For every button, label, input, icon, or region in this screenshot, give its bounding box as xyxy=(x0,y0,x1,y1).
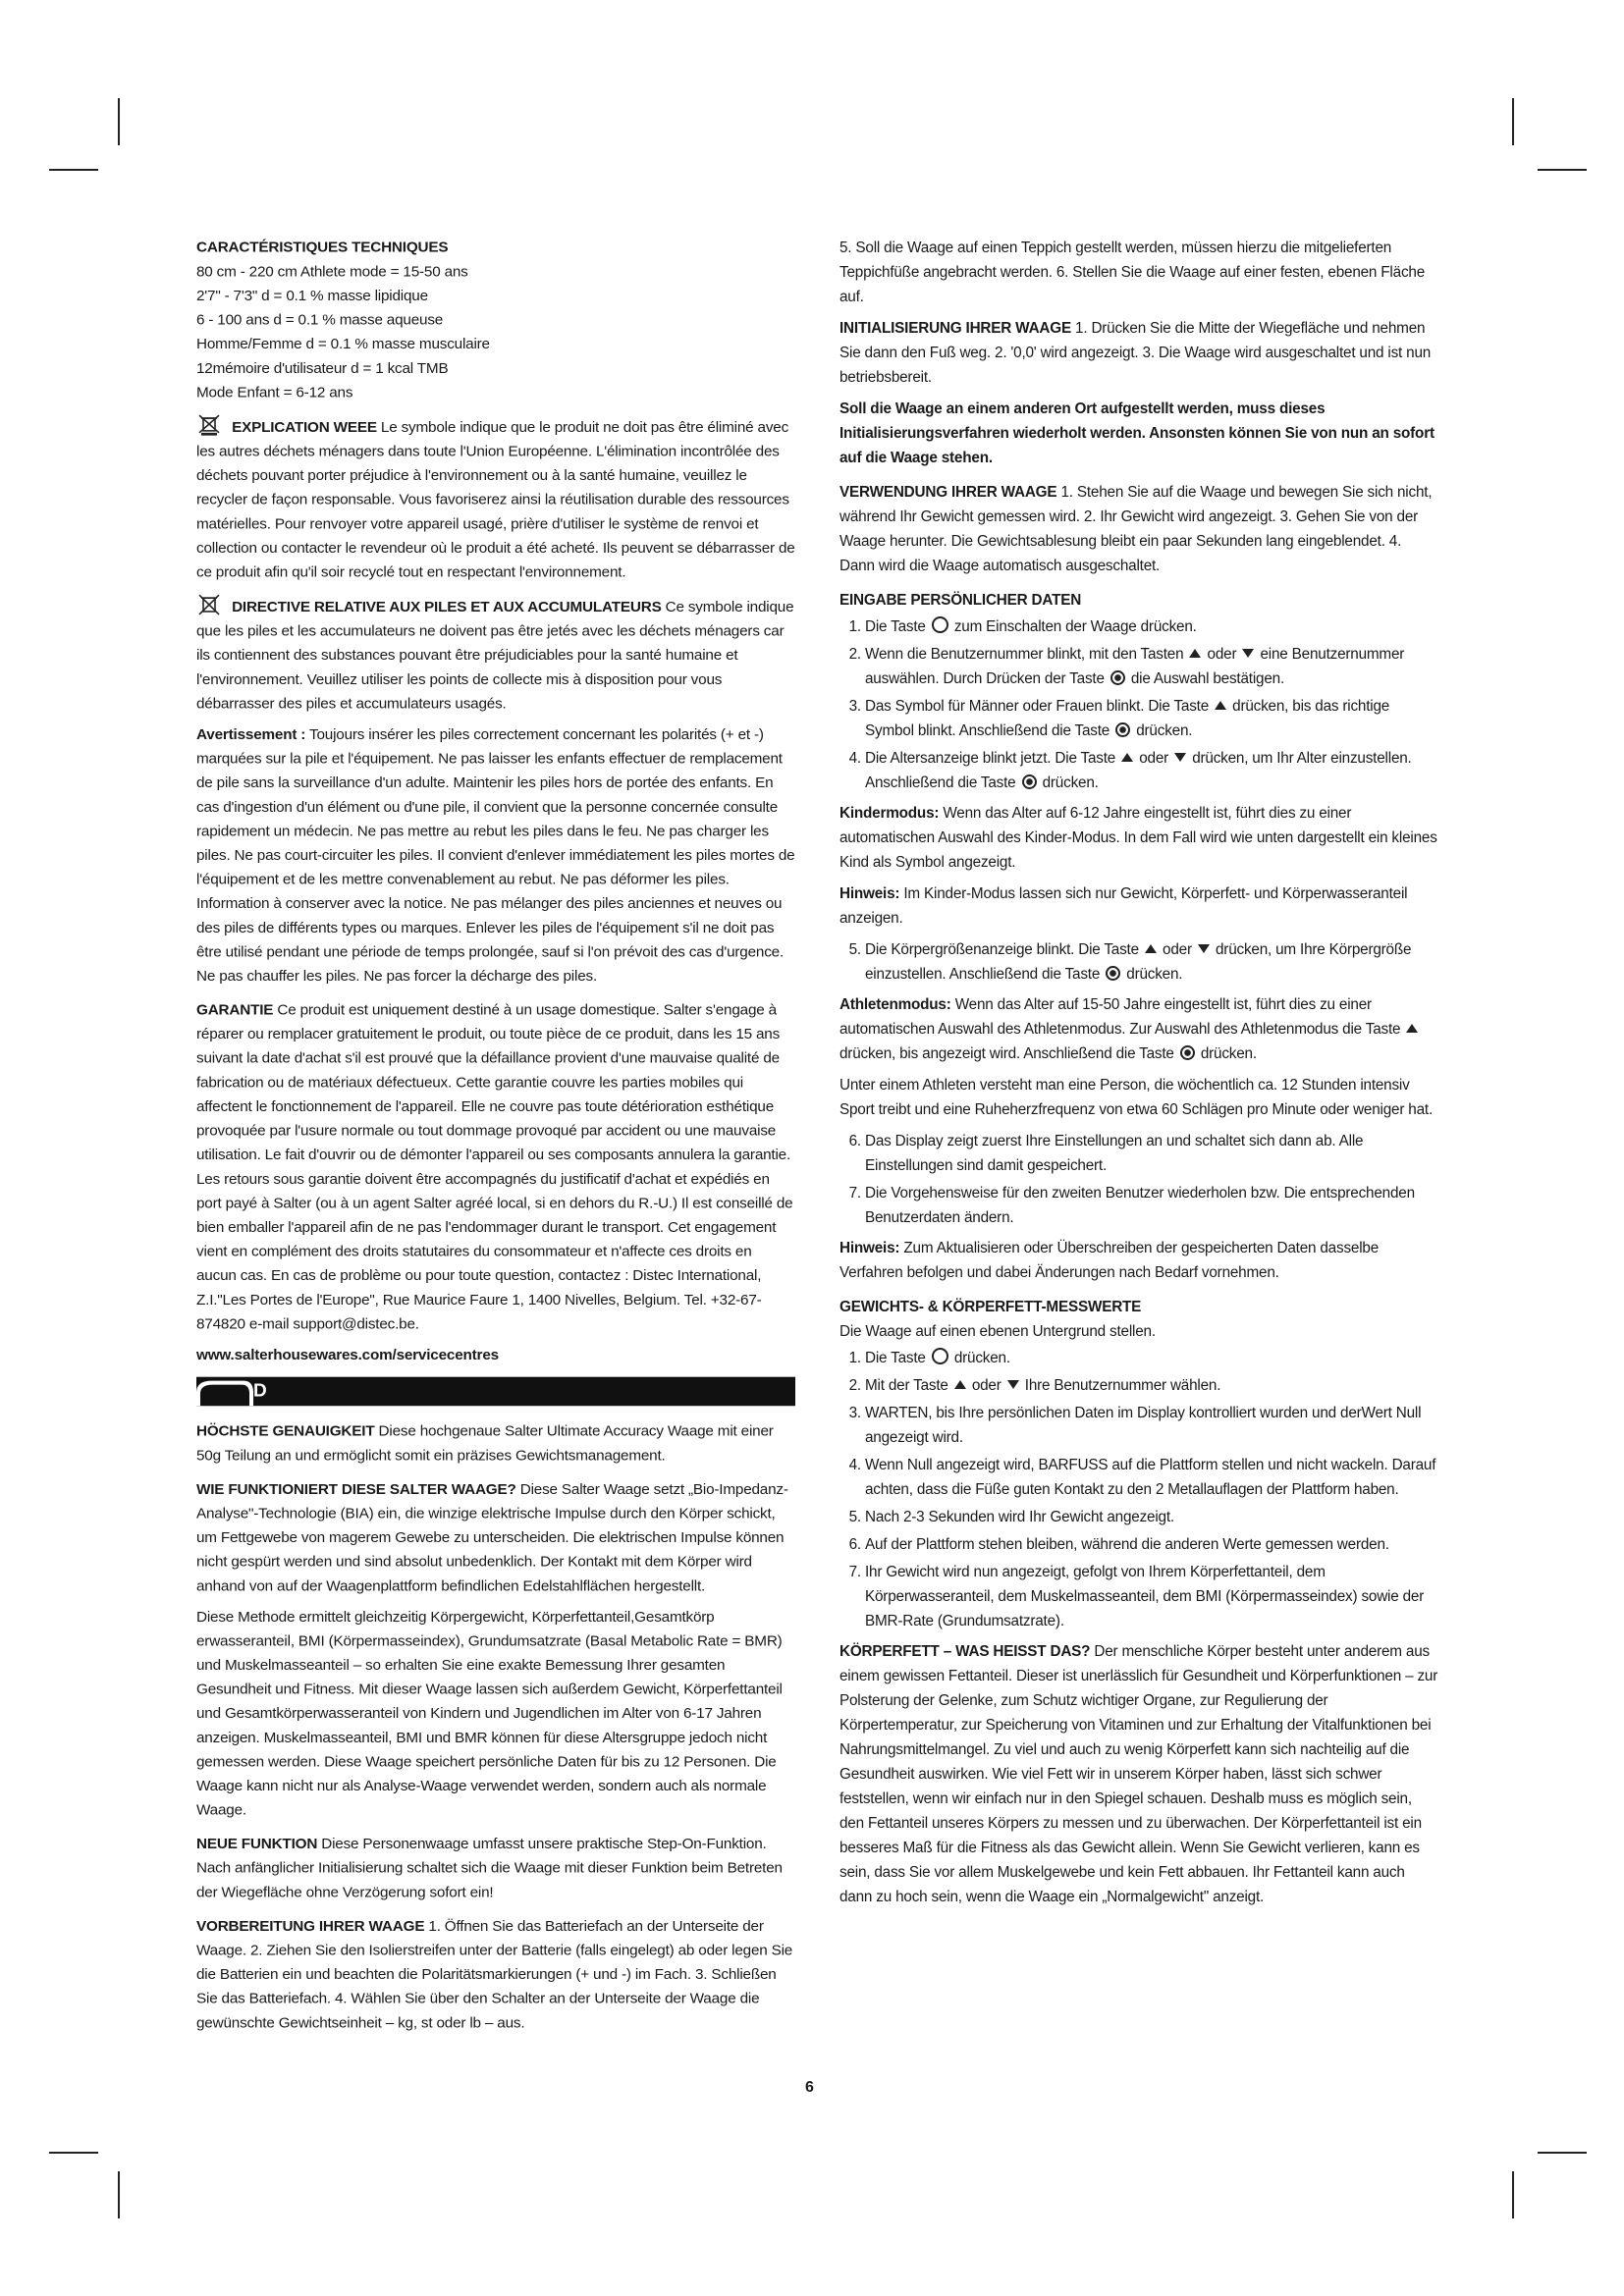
list-item: 3. WARTEN, bis Ihre persönlichen Daten im Display kontrolliert wurden und derWert Null angezeigt wird. xyxy=(865,1401,1438,1450)
use-heading: VERWENDUNG IHRER WAAGE xyxy=(839,484,1057,501)
up-arrow-icon xyxy=(1189,649,1201,658)
init-section xyxy=(839,316,1438,390)
list-item xyxy=(865,614,1438,639)
athlete-definition: Unter einem Athleten versteht man eine Person, die wöchentlich ca. 12 Stunden intensiv Sport treibt und eine Ruheherzfrequenz von etwa 60 Schlägen pro Minute oder weniger hat. xyxy=(839,1077,1434,1118)
step-text: Die Taste xyxy=(865,618,926,635)
step-text: Wenn die Benutzernummer blinkt, mit den Tasten xyxy=(865,646,1184,663)
language-bar-german xyxy=(196,1377,795,1407)
step-text: eine Benutzernummer auswählen. Durch Drücken der Taste xyxy=(865,646,1405,687)
up-arrow-icon xyxy=(954,1380,966,1389)
step-text: oder xyxy=(1139,750,1169,767)
warning-section xyxy=(196,722,795,988)
set-button-icon xyxy=(1110,670,1125,685)
new-feature-section xyxy=(196,1832,795,1904)
crop-mark xyxy=(1538,169,1587,171)
note-label: Hinweis: xyxy=(839,885,900,902)
weight-heading: GEWICHTS- & KÖRPERFETT-MESSWERTE xyxy=(839,1299,1142,1315)
kids-text: Wenn das Alter auf 6-12 Jahre eingestellt ist, führt dies zu einer automatischen Auswahl des Kinder-Modus. In dem Fall wird wie unten dargestellt ein kleines Kind als Symbol angezeigt. xyxy=(839,805,1437,871)
up-arrow-icon xyxy=(1145,944,1157,953)
warranty-text: Ce produit est uniquement destiné à un usage domestique. Salter s'engage à réparer ou remplacer gratuitement le produit, ou toute pièce de ce produit, dans les 15 ans suivant la date d'achat s'il est prouvé que la défaillance provient d'une mauvaise qualité de fabrication ou de matériaux défectueux. Cette garantie couvre les parties mobiles qui affectent le fonctionnement de l'appareil. Elle ne couvre pas toute détérioration esthétique provoquée par l'usure normale ou tout dommage provoqué par accident ou une mauvaise utilisation. Le fait d'ouvrir ou de démonter l'appareil ou ses composants annulera la garantie. Les retours sous garantie doivent être accompagnés du justificatif d'achat et expédiés en port payé à Salter (ou à un agent Salter agréé local, si en dehors du R.-U.) Il est conseillé de bien emballer l'appareil afin de ne pas l'endommager durant le transport. Cet engagement vient en complément des droits statutaires du consommateur et n'affecte ces droits en aucun cas. En cas de problème ou pour toute question, contactez : Distec International, Z.I."Les Portes de l'Europe", Rue Maurice Faure 1, 1400 Nivelles, Belgium. Tel. +32-67-874820 e-mail support@distec.be. xyxy=(196,1001,793,1333)
prep-section xyxy=(196,1914,795,2035)
prep-text-2: 5. Soll die Waage auf einen Teppich gestellt werden, müssen hierzu die mitgelieferten Teppichfüße angebracht werden. 6. Stellen Sie die Waage auf einer festen, ebenen Fläche auf. xyxy=(839,240,1426,305)
init-bold-note: Soll die Waage an einem anderen Ort aufgestellt werden, muss dieses Initialisierungsverfahren wiederholt werden. Ansonsten können Sie von nun an sofort auf die Waage stehen. xyxy=(839,400,1435,466)
step-text: oder xyxy=(1207,646,1237,663)
crop-mark xyxy=(49,2152,98,2154)
accuracy-section xyxy=(196,1419,795,1468)
list-item xyxy=(865,1373,1438,1398)
weee-heading: EXPLICATION WEEE xyxy=(232,419,377,436)
init-heading: INITIALISIERUNG IHRER WAAGE xyxy=(839,320,1071,337)
fat-section xyxy=(839,1639,1438,1909)
list-item xyxy=(865,1346,1438,1370)
warranty-heading: GARANTIE xyxy=(196,1001,274,1019)
personal-steps-3 xyxy=(839,1129,1438,1230)
how-text-2: Diese Methode ermittelt gleichzeitig Körpergewicht, Körperfettanteil,Gesamtkörp erwasseranteil, BMI (Körpermasseindex), Grundumsatzrate (Basal Metabolic Rate = BMR) und Muskelmasseanteil – so erhalten Sie eine exakte Bemessung Ihrer gesamten Gesundheit und Fitness. Mit dieser Waage lassen sich außerdem Gewicht, Körperfettanteil und Gesamtkörperwasseranteil von Kindern und Jugendlichen im Alter von 6-17 Jahren anzeigen. Muskelmasseanteil, BMI und BMR können für diese Altersgruppe jedoch nicht gemessen werden. Diese Waage speichert persönliche Daten für bis zu 12 Personen. Die Waage kann nicht nur als Analyse-Waage verwendet werden, sondern auch als normale Waage. xyxy=(196,1608,783,1819)
spec-line: Homme/Femme d = 0.1 % masse musculaire xyxy=(196,336,490,353)
athlete-text: drücken. xyxy=(1200,1045,1257,1062)
up-arrow-icon xyxy=(1121,753,1133,762)
personal-heading: EINGABE PERSÖNLICHER DATEN xyxy=(839,592,1082,609)
weee-text: Le symbole indique que le produit ne doit pas être éliminé avec les autres déchets ménagers dans toute l'Union Européenne. L'élimination incontrôlée des déchets pouvant porter préjudice à l'environnement ou à la santé humaine, veuillez le recycler de façon responsable. Vous favoriserez ainsi la réutilisation durable des ressources matérielles. Pour renvoyer votre appareil usagé, prière d'utiliser le système de renvoi et collection ou contacter le revendeur où le produit a été acheté. Ils peuvent se débarrasser de ce produit afin qu'il soir recyclé tout en respectant l'environnement. xyxy=(196,419,795,581)
prep-heading: VORBEREITUNG IHRER WAAGE xyxy=(196,1918,425,1935)
set-button-icon xyxy=(1022,774,1037,789)
language-label: D xyxy=(253,1380,267,1402)
down-arrow-icon xyxy=(1198,944,1210,953)
step-text: oder xyxy=(1163,941,1192,958)
weee-section xyxy=(196,414,795,584)
list-item xyxy=(865,642,1438,691)
note-text: Zum Aktualisieren oder Überschreiben der gespeicherten Daten dasselbe Verfahren befolgen und dabei Änderungen nach Bedarf vornehmen. xyxy=(839,1240,1380,1281)
how-text: Diese Salter Waage setzt „Bio-Impedanz-Analyse"-Technologie (BIA) ein, die winzige elektrische Impulse durch den Körper schickt, um Fettgewebe von magerem Gewebe zu unterscheiden. Die elektrischen Impulse können nicht gespürt werden und sind absolut unbedenklich. Der Kontakt mit dem Körper wird anhand von auf der Waagenplattform befindlichen Edelstahlflächen hergestellt. xyxy=(196,1481,788,1595)
list-item: 4. Wenn Null angezeigt wird, BARFUSS auf die Plattform stellen und nicht wackeln. Darauf achten, dass die Füße guten Kontakt zu den 2 Metallauflagen der Plattform haben. xyxy=(865,1453,1438,1502)
weight-intro: Die Waage auf einen ebenen Untergrund stellen. xyxy=(839,1323,1156,1340)
kids-label: Kindermodus: xyxy=(839,805,940,822)
use-section xyxy=(839,480,1438,578)
prep-text: 1. Öffnen Sie das Batteriefach an der Unterseite der Waage. 2. Ziehen Sie den Isolierstreifen unter der Batterie (falls eingelegt) ab oder legen Sie die Batterien ein und beachten die Polaritätsmarkierungen (+ und -) im Fach. 3. Schließen Sie das Batteriefach. 4. Wählen Sie über den Schalter an der Unterseite der Waage die gewünschte Gewichtseinheit – kg, st oder lb – aus. xyxy=(196,1918,793,2032)
step-text: drücken, bis das richtige Symbol blinkt. Anschließend die Taste xyxy=(865,698,1390,739)
step-text: Die Taste xyxy=(865,1350,926,1366)
accuracy-text: Diese hochgenaue Salter Ultimate Accuracy Waage mit einer 50g Teilung an und ermöglicht somit ein präzises Gewichtsmanagement. xyxy=(196,1422,774,1465)
power-icon xyxy=(932,1348,948,1364)
up-arrow-icon xyxy=(1406,1024,1418,1033)
list-item: 6. Auf der Plattform stehen bleiben, während die anderen Werte gemessen werden. xyxy=(865,1532,1438,1557)
personal-steps-2 xyxy=(839,937,1438,987)
crop-mark xyxy=(1512,2171,1514,2218)
athlete-label: Athletenmodus: xyxy=(839,996,951,1013)
specs-heading: CARACTÉRISTIQUES TECHNIQUES xyxy=(196,239,449,256)
step-text: Ihre Benutzernummer wählen. xyxy=(1024,1377,1221,1394)
personal-steps-1 xyxy=(839,614,1438,795)
how-heading: WIE FUNKTIONIERT DIESE SALTER WAAGE? xyxy=(196,1481,516,1498)
init-text: 1. Drücken Sie die Mitte der Wiegefläche und nehmen Sie dann den Fuß weg. 2. '0,0' wird angezeigt. 3. Die Waage wird ausgeschaltet und ist nun betriebsbereit. xyxy=(839,320,1432,386)
down-arrow-icon xyxy=(1007,1380,1019,1389)
warranty-url[interactable]: www.salterhousewares.com/servicecentres xyxy=(196,1347,499,1363)
crop-mark xyxy=(118,2171,120,2218)
kids-mode xyxy=(839,801,1438,875)
crop-mark xyxy=(1512,98,1514,145)
battery-text: Ce symbole indique que les piles et les accumulateurs ne doivent pas être jetés avec les déchets ménagers car ils contiennent des substances pouvant être préjudiciables pour la santé humaine et l'environnement. Veuillez utiliser les points de collecte mis à disposition pour vous débarrasser des piles et accumulateurs usagés. xyxy=(196,599,794,713)
fat-text: Der menschliche Körper besteht unter anderem aus einem gewissen Fettanteil. Dieser ist unerlässlich für Gesundheit und Körperfunktionen – zur Polsterung der Gelenke, zum Schutz wichtiger Organe, zur Regulierung der Körpertemperatur, zur Speicherung von Vitaminen und zur Erhaltung der Vitalfunktionen bei Nahrungsmittelmangel. Zu viel und auch zu wenig Körperfett kann sich nachteilig auf die Gesundheit auswirken. Wie viel Fett wir in unserem Körper haben, lässt sich schwer feststellen, wenn wir einfach nur in den Spiegel schauen. Deshalb muss es möglich sein, den Fettanteil unseres Körpers zu messen und zu überwachen. Der Körperfettanteil ist ein besseres Maß für die Fitness als das Gewicht allein. Wenn Sie Gewicht verlieren, kann es sein, dass Sie vor allem Muskelgewebe und kein Fett abbauen. Ihr Fettanteil kann auch dann zu hoch sein, wenn die Waage ein „Normalgewicht" anzeigt. xyxy=(839,1643,1438,1905)
right-column xyxy=(839,236,1438,1916)
new-feature-text: Diese Personenwaage umfasst unsere praktische Step-On-Funktion. Nach anfänglicher Initialisierung schaltet sich die Waage mit dieser Funktion beim Betreten der Wiegefläche ohne Verzögerung sofort ein! xyxy=(196,1836,783,1901)
list-item xyxy=(865,694,1438,743)
use-text: 1. Stehen Sie auf die Waage und bewegen Sie sich nicht, während Ihr Gewicht gemessen wird. 2. Ihr Gewicht wird angezeigt. 3. Gehen Sie von der Waage herunter. Die Gewichtsablesung bleibt ein paar Sekunden lang eingeblendet. 4. Dann wird die Waage automatisch ausgeschaltet. xyxy=(839,484,1433,574)
list-item xyxy=(865,937,1438,987)
set-button-icon xyxy=(1106,966,1120,981)
crossed-bin-icon xyxy=(196,594,224,615)
fat-heading: KÖRPERFETT – WAS HEISST DAS? xyxy=(839,1643,1091,1660)
battery-section xyxy=(196,594,795,716)
step-text: Mit der Taste xyxy=(865,1377,948,1394)
step-text: zum Einschalten der Waage drücken. xyxy=(953,618,1197,635)
athlete-text: drücken, bis xyxy=(839,1045,919,1062)
list-item: 7. Die Vorgehensweise für den zweiten Benutzer wiederholen bzw. Die entsprechenden Benutzerdaten ändern. xyxy=(865,1181,1438,1230)
weight-steps xyxy=(839,1346,1438,1633)
specs-section xyxy=(196,236,795,404)
down-arrow-icon xyxy=(1242,649,1254,658)
note-label: Hinweis: xyxy=(839,1240,900,1256)
down-arrow-icon xyxy=(1174,753,1186,762)
spec-line: 80 cm - 220 cm Athlete mode = 15-50 ans xyxy=(196,263,468,281)
crop-mark xyxy=(118,98,120,145)
spec-line: 12mémoire d'utilisateur d = 1 kcal TMB xyxy=(196,360,449,377)
spec-line: Mode Enfant = 6-12 ans xyxy=(196,384,353,401)
crop-mark xyxy=(1538,2152,1587,2154)
step-text: drücken, um Ihr Alter einzustellen. Anschließend die Taste xyxy=(865,750,1412,791)
language-tab-icon xyxy=(196,1377,253,1407)
step-text: die Auswahl bestätigen. xyxy=(1130,670,1285,687)
battery-heading: DIRECTIVE RELATIVE AUX PILES ET AUX ACCUMULATEURS xyxy=(232,599,662,615)
step-text: Das Symbol für Männer oder Frauen blinkt. Die Taste xyxy=(865,698,1210,715)
set-button-icon xyxy=(1115,722,1130,737)
athlete-text: Wenn das Alter auf 15-50 Jahre eingestellt ist, führt dies zu einer automatischen Auswahl des Athletenmodus. Zur Auswahl des Athletenmodus die Taste xyxy=(839,996,1401,1038)
note-text: Im Kinder-Modus lassen sich nur Gewicht, Körperfett- und Körperwasseranteil anzeigen. xyxy=(839,885,1408,927)
warning-text: Toujours insérer les piles correctement concernant les polarités (+ et -) marquées sur la pile et l'équipement. Ne pas laisser les enfants effectuer de remplacement de pile sans la surveillance d'un adulte. Maintenir les piles hors de portée des enfants. En cas d'ingestion d'un élément ou d'une pile, il convient que la personne concernée consulte rapidement un médecin. Ne pas mettre au rebut les piles dans le feu. Ne pas charger les piles. Ne pas court-circuiter les piles. Il convient d'enlever immédiatement les piles mortes de l'équipement et de les mettre convenablement au rebut. Ne pas déformer les piles. Information à conserver avec la notice. Ne pas mélanger des piles anciennes et neuves ou des piles de différents types ou marques. Enlever les piles de l'équipement s'il ne doit pas être utilisé pendant une période de temps prolongée, sauf si l'on prévoit des cas d'urgence. Ne pas chauffer les piles. Ne pas forcer la décharge des piles. xyxy=(196,726,795,985)
crossed-bin-icon xyxy=(196,414,224,436)
step-text: drücken. xyxy=(1136,722,1193,739)
note-update xyxy=(839,1236,1438,1285)
step-text: Die Körpergrößenanzeige blinkt. Die Taste xyxy=(865,941,1139,958)
new-feature-heading: NEUE FUNKTION xyxy=(196,1836,318,1853)
step-text: drücken. xyxy=(1126,966,1183,983)
athlete-mode xyxy=(839,992,1438,1066)
step-text: drücken. xyxy=(1042,774,1099,791)
power-icon xyxy=(932,616,948,633)
accuracy-heading: HÖCHSTE GENAUIGKEIT xyxy=(196,1422,375,1440)
crop-mark xyxy=(49,169,98,171)
spec-line: 2'7" - 7'3" d = 0.1 % masse lipidique xyxy=(196,288,428,304)
note-kids xyxy=(839,881,1438,931)
step-text: drücken. xyxy=(953,1350,1010,1366)
step-text: drücken, um Ihre Körpergröße einzustellen. Anschließend die Taste xyxy=(865,941,1412,983)
up-arrow-icon xyxy=(1215,701,1226,710)
how-section xyxy=(196,1477,795,1598)
list-item: 5. Nach 2-3 Sekunden wird Ihr Gewicht angezeigt. xyxy=(865,1505,1438,1529)
page-number: 6 xyxy=(805,2079,814,2096)
set-button-icon xyxy=(1180,1045,1195,1060)
warranty-section xyxy=(196,998,795,1337)
warning-label: Avertissement : xyxy=(196,726,306,743)
specs-list xyxy=(196,260,795,405)
step-text: Die Altersanzeige blinkt jetzt. Die Taste xyxy=(865,750,1116,767)
list-item: 7. Ihr Gewicht wird nun angezeigt, gefolgt von Ihrem Körperfettanteil, dem Körperwasseranteil, dem Muskelmasseanteil, dem BMI (Körpermasseindex) sowie der BMR-Rate (Grundumsatzrate). xyxy=(865,1560,1438,1633)
list-item: 6. Das Display zeigt zuerst Ihre Einstellungen an und schaltet sich dann ab. Alle Einstellungen sind damit gespeichert. xyxy=(865,1129,1438,1178)
step-text: oder xyxy=(971,1377,1001,1394)
left-column xyxy=(196,236,795,2042)
list-item xyxy=(865,746,1438,795)
spec-line: 6 - 100 ans d = 0.1 % masse aqueuse xyxy=(196,311,444,329)
athlete-text: angezeigt wird. Anschließend die Taste xyxy=(922,1045,1174,1062)
